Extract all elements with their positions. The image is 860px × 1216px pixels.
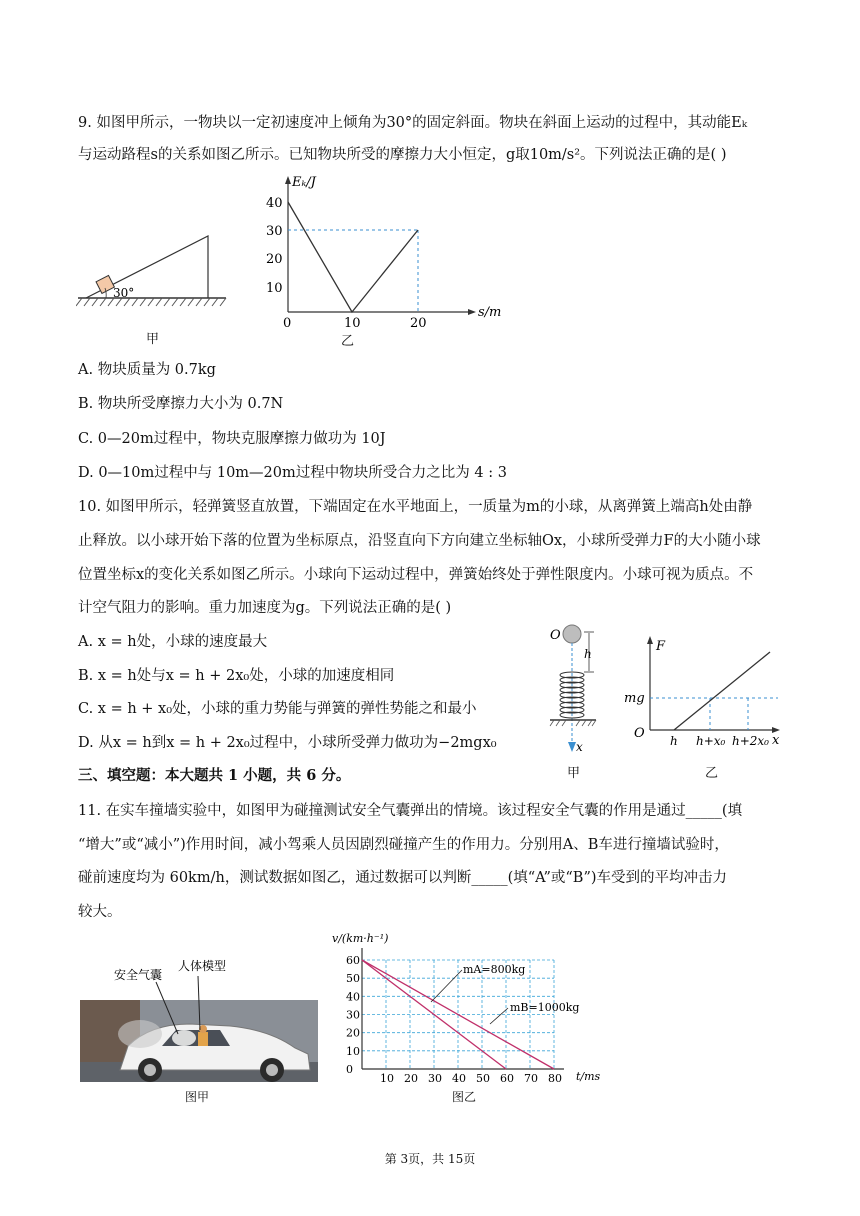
q10-option-d: D. 从x = h到x = h + 2x₀过程中，小球所受弹力做功为−2mgx₀ bbox=[78, 735, 497, 751]
q10-fig-yi-caption: 乙 bbox=[705, 766, 719, 781]
x-tick-20: 20 bbox=[410, 316, 427, 328]
q10-stem-line1: 10. 如图甲所示，轻弹簧竖直放置，下端固定在水平地面上，一质量为m的小球，从离弹簧上端高h处由静 bbox=[78, 499, 753, 515]
x-tick-label: 10 bbox=[380, 1072, 394, 1085]
dummy-label: 人体模型 bbox=[178, 959, 227, 973]
q9-option-c: C. 0—20m过程中，物块克服摩擦力做功为 10J bbox=[78, 431, 386, 447]
s-axis-label: s/m bbox=[478, 305, 502, 320]
y-tick-label: 10 bbox=[346, 1044, 360, 1058]
y-tick-label: 60 bbox=[346, 954, 360, 967]
vt-chart bbox=[330, 928, 605, 1090]
f-axis-label: F bbox=[656, 639, 666, 654]
y-tick-10: 10 bbox=[266, 281, 283, 296]
y-tick-40: 40 bbox=[266, 196, 283, 211]
y-tick-20: 20 bbox=[266, 252, 283, 267]
ek-axis-label: Eₖ/J bbox=[292, 175, 316, 190]
page-footer: 第 3页，共 15页 bbox=[384, 1152, 476, 1166]
ek-curve bbox=[288, 202, 418, 312]
x-tick-label: 20 bbox=[404, 1072, 418, 1085]
q10-option-b: B. x = h处与x = h + 2x₀处，小球的加速度相同 bbox=[78, 668, 395, 684]
vt-ylabel: v/(km·h⁻¹) bbox=[332, 932, 389, 945]
q9-fig-jia-caption: 甲 bbox=[146, 332, 160, 347]
y-tick-label: 50 bbox=[346, 972, 360, 986]
crash-test-photo bbox=[80, 954, 318, 1084]
y-tick-label: 0 bbox=[346, 1063, 353, 1076]
f-line bbox=[674, 652, 770, 730]
o-label: O bbox=[550, 628, 561, 643]
x-tick-label: 40 bbox=[452, 1072, 466, 1085]
airbag-label: 安全气囊 bbox=[114, 968, 163, 982]
x-tick-h-2x0: h+2x₀ bbox=[732, 734, 769, 748]
mg-label: mg bbox=[624, 691, 645, 706]
q11-stem-line4: 较大。 bbox=[78, 904, 122, 920]
q10-f-x-graph bbox=[620, 630, 790, 756]
y-tick-label: 30 bbox=[346, 1008, 360, 1022]
q9-ek-s-graph bbox=[258, 168, 508, 328]
vt-xlabel: t/ms bbox=[576, 1070, 601, 1083]
y-tick-label: 20 bbox=[346, 1026, 360, 1040]
series-a-label: mA=800kg bbox=[463, 963, 526, 976]
q9-fig-yi-caption: 乙 bbox=[341, 334, 355, 349]
origin-label: 0 bbox=[283, 316, 292, 328]
x-tick-label: 70 bbox=[524, 1072, 538, 1085]
x-tick-h-x0: h+x₀ bbox=[696, 734, 726, 748]
q9-stem-line1: 9. 如图甲所示，一物块以一定初速度冲上倾角为30°的固定斜面。物块在斜面上运动的过程中，其动能Eₖ bbox=[78, 115, 748, 131]
x-tick-h: h bbox=[670, 734, 678, 748]
section3-title: 三、填空题：本大题共 1 小题，共 6 分。 bbox=[78, 767, 351, 784]
q9-option-b: B. 物块所受摩擦力大小为 0.7N bbox=[78, 396, 284, 412]
photo-caption: 图甲 bbox=[185, 1090, 210, 1104]
x-tick-label: 60 bbox=[500, 1072, 514, 1085]
q10-fig-jia-caption: 甲 bbox=[567, 766, 581, 781]
x-tick-10: 10 bbox=[344, 316, 361, 328]
q10-stem-line2: 止释放。以小球开始下落的位置为坐标原点，沿竖直向下方向建立坐标轴Ox，小球所受弹力F的大小随小球 bbox=[78, 533, 761, 549]
x-label: x bbox=[576, 740, 583, 754]
x-tick-label: 30 bbox=[428, 1072, 442, 1085]
q11-stem-line2: “增大”或“减小”)作用时间，减小驾乘人员因剧烈碰撞产生的作用力。分别用A、B车进行撞墙试验时， bbox=[78, 837, 729, 853]
y-tick-30: 30 bbox=[266, 224, 283, 239]
q9-option-a: A. 物块质量为 0.7kg bbox=[78, 362, 216, 378]
q11-stem-line3: 碰前速度均为 60km/h，测试数据如图乙，通过数据可以判断_____(填“A”或“B”)车受到的平均冲击力 bbox=[78, 870, 728, 886]
q9-incline-figure bbox=[76, 228, 228, 316]
q11-stem-line1: 11. 在实车撞墙实验中，如图甲为碰撞测试安全气囊弹出的情境。该过程安全气囊的作用是通过_____(填 bbox=[78, 803, 743, 819]
angle-label: 30° bbox=[113, 286, 135, 300]
x-axis-label: x bbox=[772, 733, 780, 748]
x-tick-label: 50 bbox=[476, 1072, 490, 1085]
q10-spring-figure bbox=[540, 618, 620, 758]
q9-stem-line2: 与运动路程s的关系如图乙所示。已知物块所受的摩擦力大小恒定，g取10m/s²。下列说法正确的是( ) bbox=[78, 147, 727, 163]
series-b-label: mB=1000kg bbox=[510, 1001, 580, 1014]
q10-stem-line3: 位置坐标x的变化关系如图乙所示。小球向下运动过程中，弹簧始终处于弹性限度内。小球可视为质点。不 bbox=[78, 567, 754, 583]
q10-stem-line4: 计空气阻力的影响。重力加速度为g。下列说法正确的是( ) bbox=[78, 600, 452, 616]
x-tick-label: 80 bbox=[548, 1072, 562, 1085]
chart-caption: 图乙 bbox=[452, 1090, 477, 1104]
q10-option-c: C. x = h + x₀处，小球的重力势能与弹簧的弹性势能之和最小 bbox=[78, 701, 477, 717]
q9-option-d: D. 0—10m过程中与 10m—20m过程中物块所受合力之比为 4 : 3 bbox=[78, 465, 507, 481]
y-tick-label: 40 bbox=[346, 990, 360, 1004]
o-label: O bbox=[634, 726, 645, 741]
h-label: h bbox=[584, 647, 592, 661]
q10-option-a: A. x = h处，小球的速度最大 bbox=[78, 634, 268, 650]
